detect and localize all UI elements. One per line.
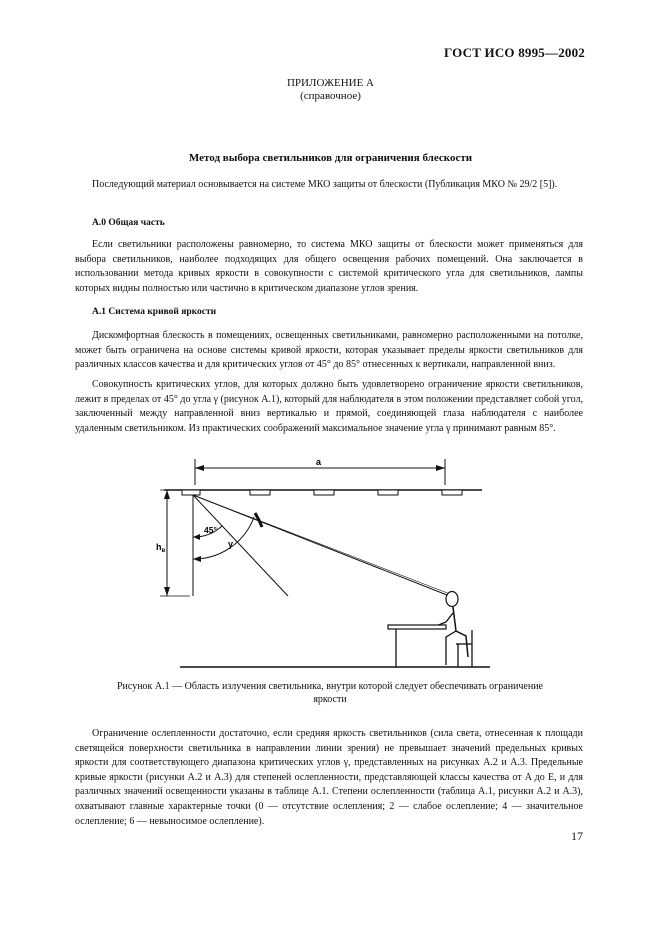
section-title: Метод выбора светильников для ограничения блескости [188, 152, 473, 164]
luminaire-3 [314, 490, 334, 495]
arc-gamma-label: γ [228, 539, 234, 549]
dim-a-arrow-left [195, 465, 204, 471]
a1-paragraph-2: Совокупность критических углов, для которых должно быть удовлетворено ограничение яркости светильников, лежит в пределах от 45° до угла γ (рисунок А.1), который для наблюдателя в этом положении представляет собой угол, заключенный между направленной вниз вертикалью и прямой, соединяющей глаза наблюдателя с наиболее удаленным светильником. Из практических соображений максимальное значение угла γ принимают равным 85°. [75, 379, 583, 434]
dim-h-arrow-bottom [164, 587, 170, 596]
appendix-title: ПРИЛОЖЕНИЕ А [286, 77, 374, 89]
observer-legs [446, 631, 456, 665]
arc-gamma-arrow [193, 556, 201, 562]
dim-a-label: a [316, 457, 322, 467]
page-header-standard: ГОСТ ИСО 8995—2002 [444, 45, 585, 60]
luminaire-5 [442, 490, 462, 495]
a1-heading: А.1 Система кривой яркости [92, 307, 217, 317]
appendix-heading [0, 77, 661, 103]
a0-paragraph: Если светильники расположены равномерно, то система МКО защиты от блескости может применяться для выбора светильников, наиболее подходящих для общего освещения рабочих помещений. Она заключается в использовании метода кривых яркости в совокупности с системой критического угла для светильников, лампы которых видны полностью или частично в критическом диапазоне углов зрения. [75, 239, 583, 294]
dim-a-arrow-right [436, 465, 445, 471]
desk-top [388, 625, 446, 629]
luminaire-1 [182, 490, 200, 495]
observer-arm [436, 613, 453, 626]
observer-head [446, 592, 458, 607]
figure-caption: Рисунок А.1 — Область излучения светильника, внутри которой следует обеспечивать ограничение яркости [116, 681, 543, 705]
dim-h-label: $h_в$ [156, 542, 166, 554]
arc-45-arrow [193, 534, 200, 540]
ray-45-degrees [193, 495, 288, 596]
figure-a1-diagram [150, 455, 510, 675]
dim-h-arrow-top [164, 490, 170, 499]
appendix-subtitle: (справочное) [300, 90, 361, 102]
final-paragraph: Ограничение ослепленности достаточно, если средняя яркость светильников (сила света, отнесенная к площади светящейся поверхности светильника в направлении линии зрения) не превышает значений предельных кривых яркости для соответствующего диапазона критических углов γ, представленных на рисунках А.2 и А.3. Предельные кривые яркости (рисунки А.2 и А.3) для степеней ослепленности, представляющей классы качества от A до E, и для различных значений освещенности указаны в таблице А.1. Степени ослепленности (таблица А.1, рисунки А.2 и А.3), охватывают главные характерные точки (0 — отсутствие ослепления; 2 — слабое ослепление; 4 — значительное ослепление; 6 — невыносимое ослепление). [75, 728, 583, 827]
page-number: 17 [571, 829, 583, 843]
intro-paragraph: Последующий материал основывается на системе МКО защиты от блескости (Публикация МКО № 29/2 [5]). [92, 179, 558, 190]
a1-paragraph-1: Дискомфортная блескость в помещениях, освещенных светильниками, равномерно расположенными на потолке, может быть ограничена на основе системы кривой яркости, которая указывает пределы яркости светильников для различных классов качества и для критических углов от 45° до 85° отнесенных к вертикали, направленной вниз. [75, 330, 583, 371]
a0-heading: А.0 Общая часть [92, 218, 165, 228]
arc-45-label: 45° [204, 525, 217, 535]
luminaire-4 [378, 490, 398, 495]
arc-gamma [193, 517, 254, 559]
luminaire-2 [250, 490, 270, 495]
